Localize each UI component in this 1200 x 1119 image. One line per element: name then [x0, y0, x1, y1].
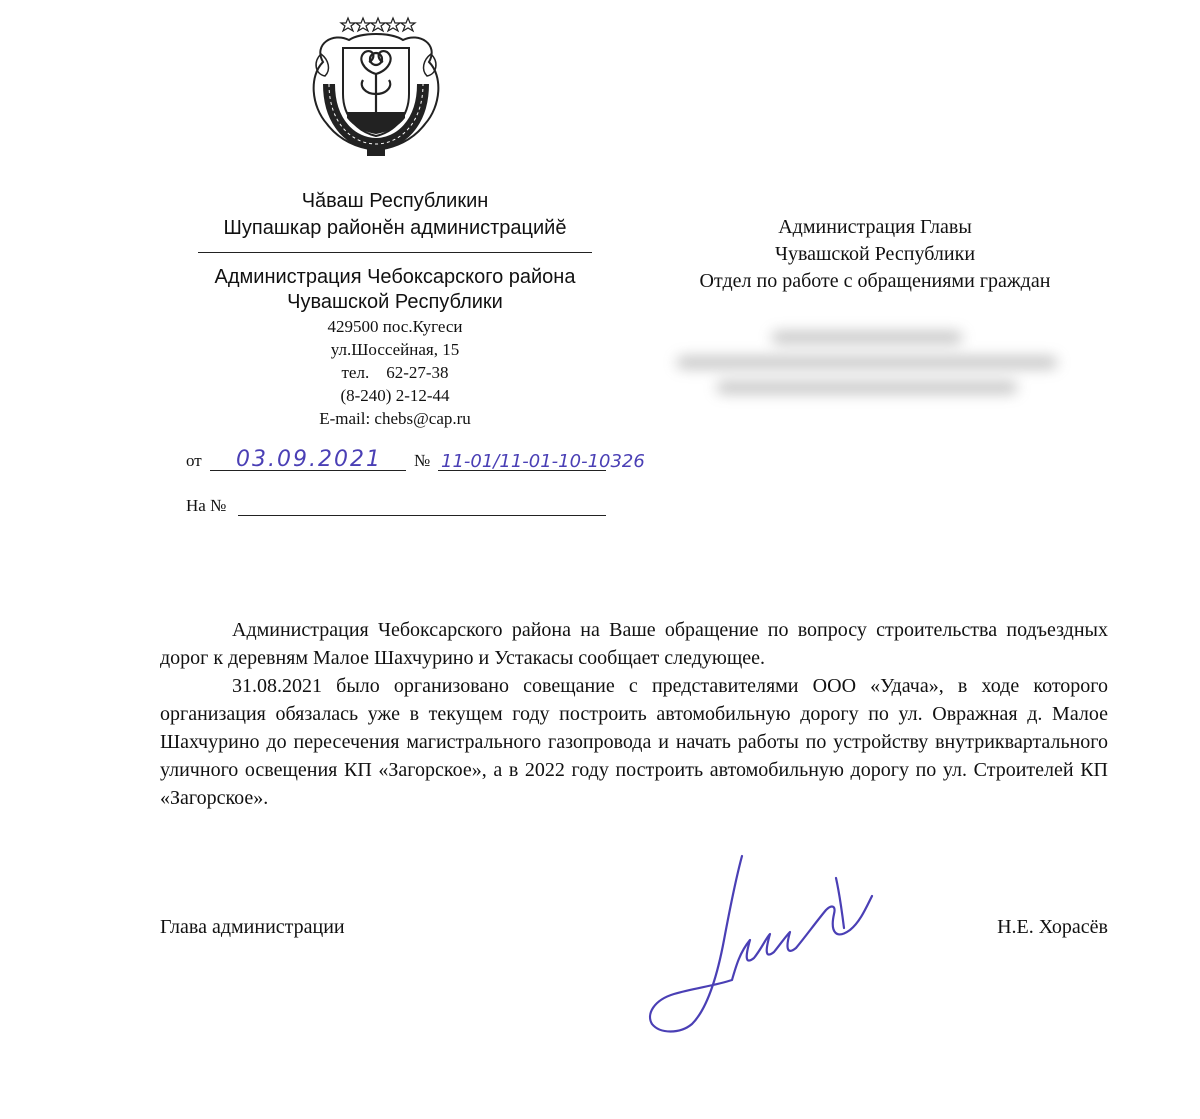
registration-line — [186, 445, 646, 475]
incoming-underline — [238, 515, 606, 516]
registration-number: 11-01/11-01-10-10326 — [441, 451, 645, 472]
recipient-line-1: Администрация Главы — [778, 216, 972, 238]
recipient-line-2: Чувашской Республики — [774, 243, 976, 265]
sender-russian-line-2: Чувашской Республики — [287, 291, 503, 313]
stars-icon — [341, 18, 415, 31]
sender-chuvash-line-1: Чăваш Республикин — [301, 190, 489, 212]
handwritten-signature — [640, 848, 880, 1038]
sender-block — [190, 188, 600, 430]
body-paragraph-1: Администрация Чебоксарского района на Ваше обращение по вопросу строительства подъездных дорог к деревням Малое Шахчурино и Устакасы сообщает следующее. — [160, 619, 1108, 669]
incoming-number-line — [186, 492, 606, 520]
recipient-block — [640, 214, 1110, 295]
registration-date: 03.09.2021 — [236, 447, 382, 472]
sender-phone-1: тел. 62-27-38 — [341, 363, 449, 382]
incoming-label: На № — [186, 496, 227, 515]
recipient-line-3: Отдел по работе с обращениями граждан — [699, 270, 1051, 292]
sender-email: E-mail: chebs@cap.ru — [319, 409, 471, 428]
redacted-addressee — [672, 318, 1062, 418]
sender-postcode-town: 429500 пос.Кугеси — [327, 317, 463, 336]
sender-phone-2: (8-240) 2-12-44 — [340, 386, 450, 405]
sender-street: ул.Шоссейная, 15 — [330, 340, 460, 359]
body-paragraph-2: 31.08.2021 было организовано совещание с представителями ООО «Удача», в ходе которого организация обязалась уже в текущем году построить автомобильную дорогу по ул. Овражная д. Малое Шахчурино до пересечения магистрального газопровода и начать работы по устройству внутриквартального уличного освещения КП «Загорское», а в 2022 году построить автомобильную дорогу по ул. Строителей КП «Загорское». — [160, 675, 1108, 809]
letter-body — [160, 616, 1108, 812]
sender-divider — [198, 252, 592, 253]
date-label: от — [186, 451, 202, 470]
sender-chuvash-line-2: Шупашкар районĕн администрацийĕ — [223, 217, 567, 239]
number-label: № — [414, 451, 431, 470]
signatory-name: Н.Е. Хорасёв — [997, 916, 1108, 938]
coat-of-arms-emblem — [303, 14, 449, 164]
signatory-position: Глава администрации — [160, 916, 345, 938]
sender-russian-line-1: Администрация Чебоксарского района — [214, 266, 576, 288]
